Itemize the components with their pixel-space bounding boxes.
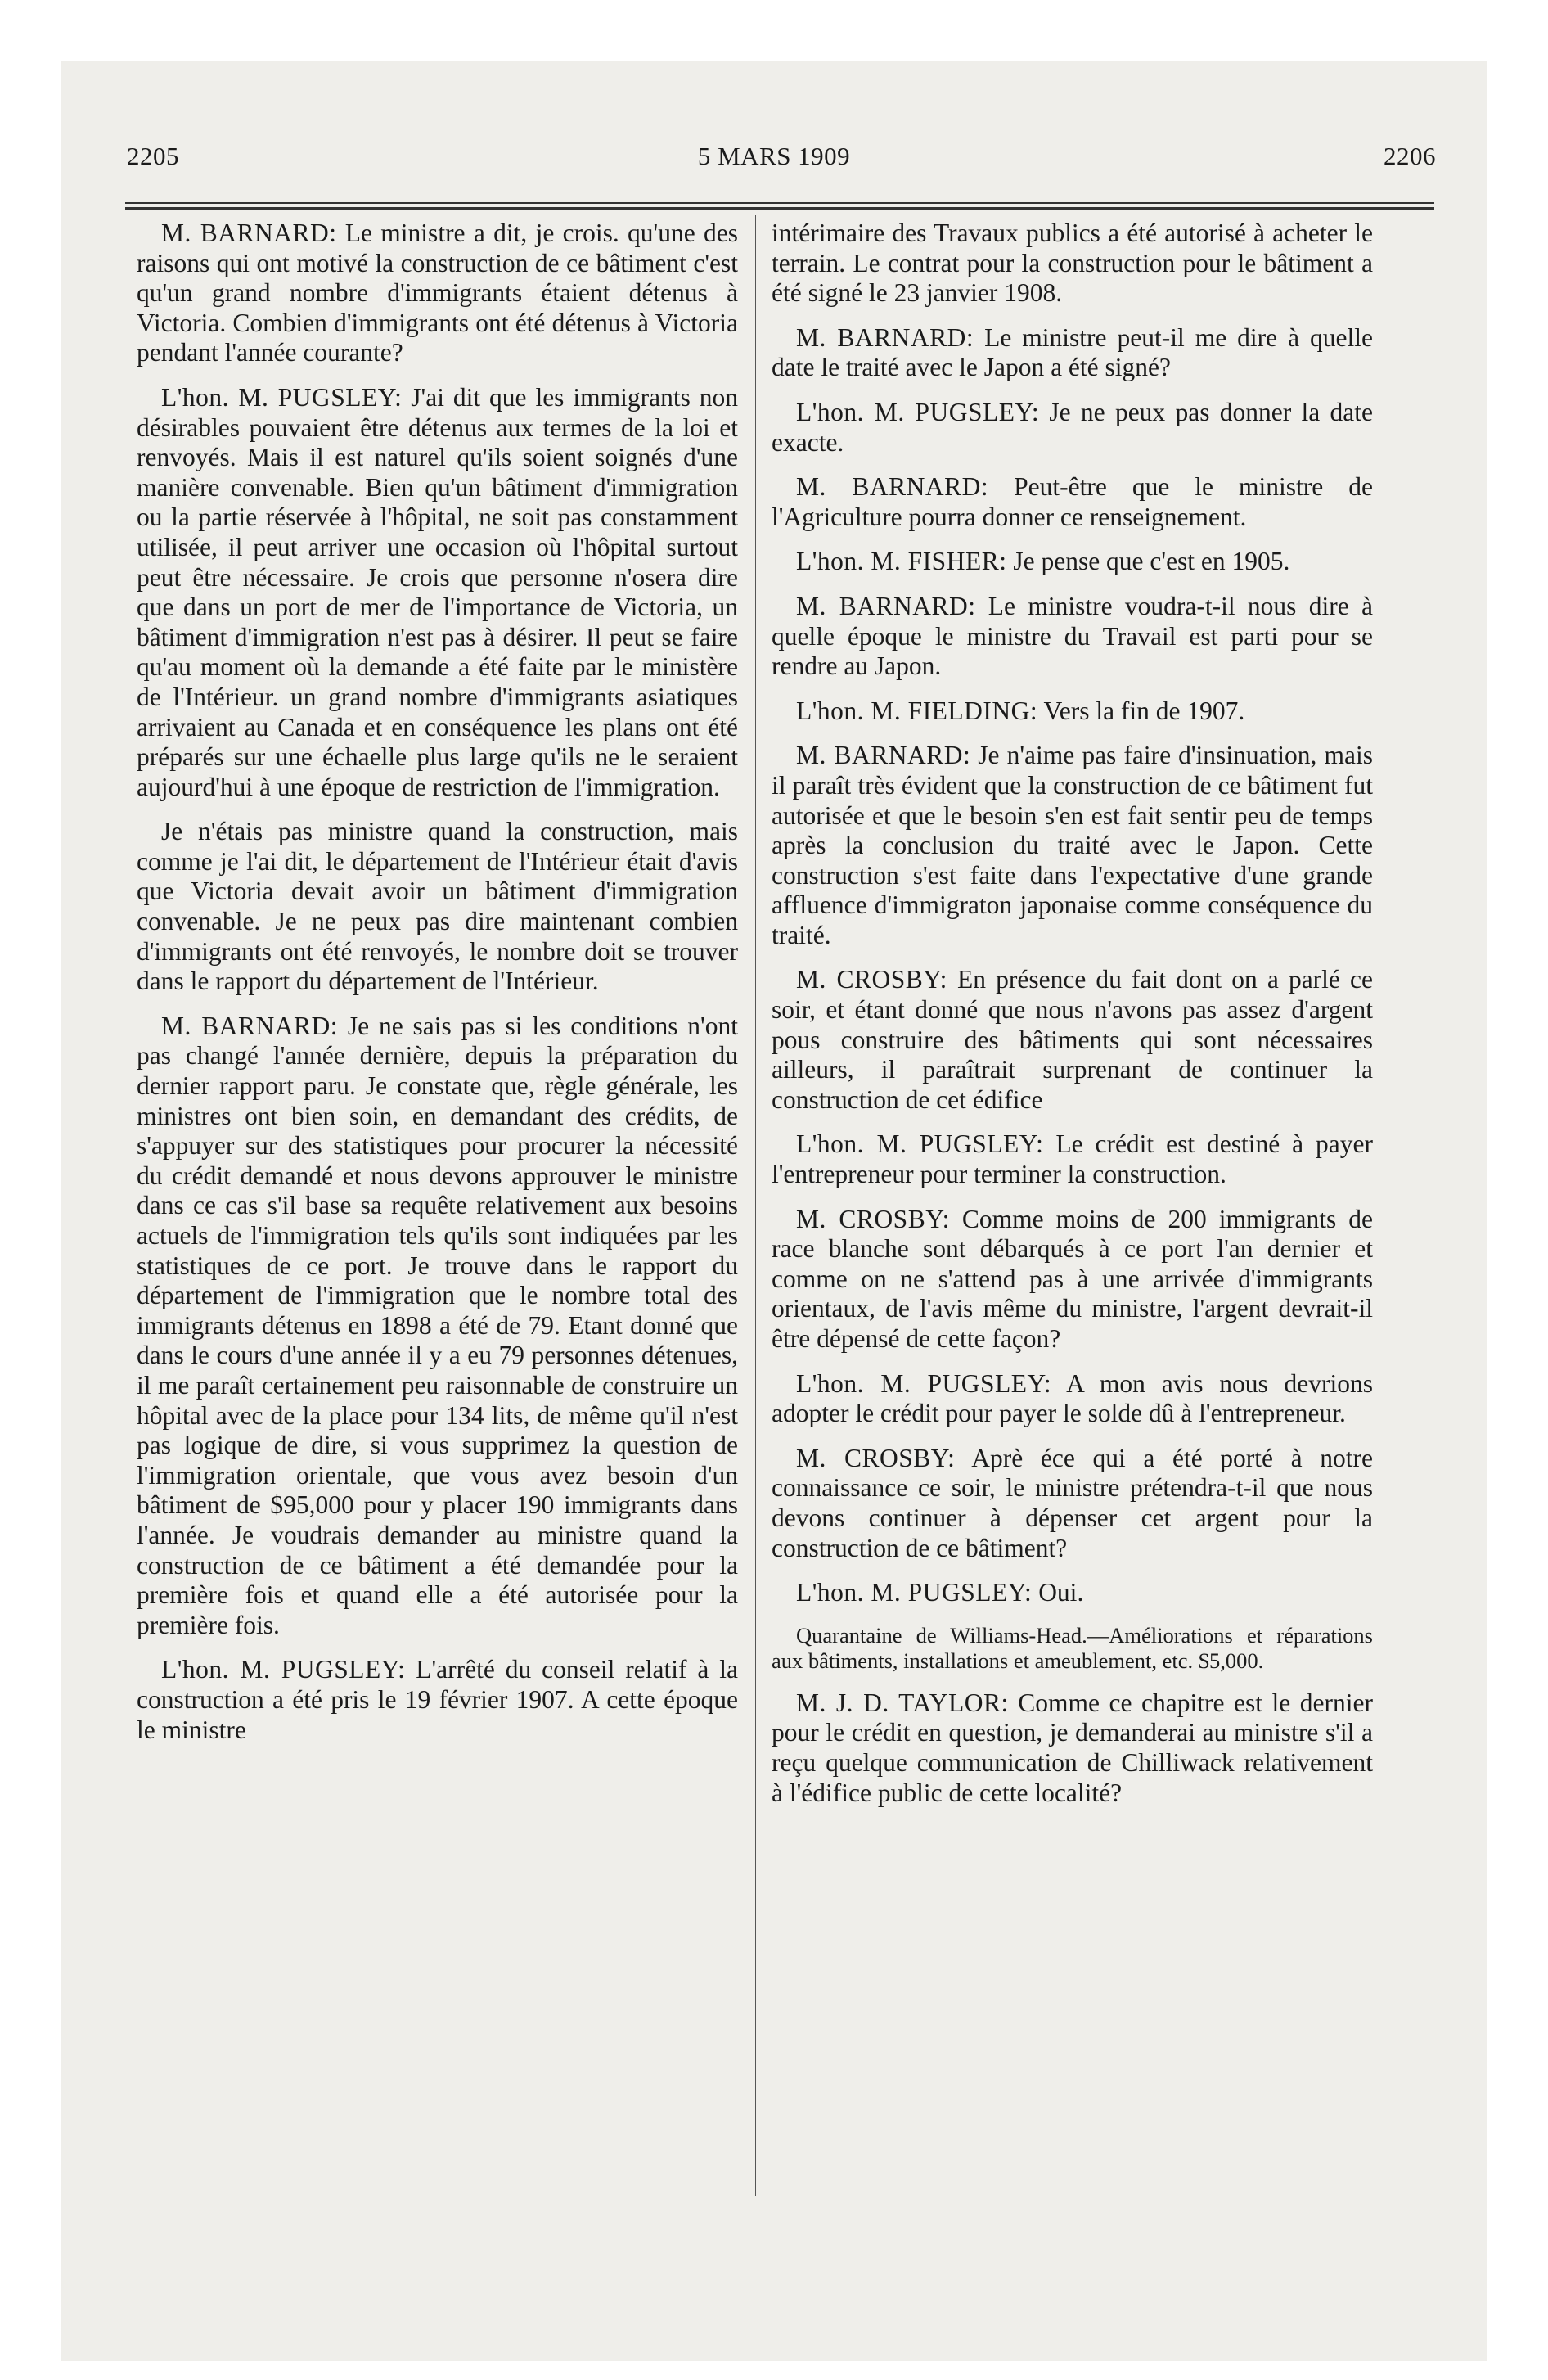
speaker-name: L'hon. M. PUGSLEY:: [796, 1578, 1033, 1607]
speaker-name: L'hon. M. PUGSLEY:: [796, 1129, 1044, 1159]
paragraph: [772, 1688, 1373, 1808]
page-number-right: 2206: [1384, 142, 1436, 170]
speaker-name: L'hon. M. PUGSLEY:: [796, 1368, 1052, 1398]
paragraph: [137, 1655, 738, 1745]
paragraph: [772, 1444, 1373, 1563]
paragraph-text: Peut-être que le ministre de l'Agriculture pourra donner ce renseignement.: [772, 472, 1373, 531]
right-column: [772, 219, 1373, 1823]
speaker-name: M. CROSBY:: [796, 965, 947, 994]
paragraph: [772, 1129, 1373, 1189]
speaker-name: M. BARNARD:: [161, 1011, 339, 1040]
paragraph: [137, 383, 738, 802]
header-rule: [125, 202, 1434, 204]
speaker-name: M. BARNARD:: [796, 472, 989, 502]
section-heading: [772, 1623, 1373, 1674]
document-page: [61, 61, 1487, 2361]
speaker-name: L'hon. M. PUGSLEY:: [161, 382, 403, 412]
paragraph: [772, 472, 1373, 532]
paragraph: [137, 1012, 738, 1640]
paragraph-text: intérimaire des Travaux publics a été autorisé à acheter le terrain. Le contrat pour la construction pour le bâtiment a été signé le 23 janvier 1908.: [772, 219, 1373, 308]
paragraph: [772, 1578, 1373, 1608]
speaker-name: M. CROSBY:: [796, 1204, 950, 1233]
paragraph-text: Je n'aime pas faire d'insinuation, mais il paraît très évident que la construction de ce bâtiment fut autorisée et que le besoin s'en est fait sentir peu de temps après la conclusion du traité avec le Japon. Cette construction s'est faite dans l'expectative d'une grande affluence d'immigraton japonaise comme conséquence du traité.: [772, 741, 1373, 949]
speaker-name: M. CROSBY:: [796, 1443, 956, 1472]
paragraph: [772, 323, 1373, 383]
speaker-name: M. J. D. TAYLOR:: [796, 1688, 1009, 1717]
paragraph-text: Quarantaine de Williams-Head.—Améliorations et réparations aux bâtiments, installations et ameublement, etc. $5,000.: [772, 1622, 1373, 1673]
page-number-left: 2205: [127, 142, 179, 170]
page-date: 5 MARS 1909: [697, 142, 851, 170]
paragraph: [772, 398, 1373, 458]
header-rule-thick: [125, 207, 1434, 210]
paragraph-text: Le ministre voudra-t-il nous dire à quelle époque le ministre du Travail est parti pour se rendre au Japon.: [772, 591, 1373, 681]
paragraph-text: Je ne peux pas donner la date exacte.: [772, 397, 1373, 457]
paragraph-text: Le ministre a dit, je crois. qu'une des raisons qui ont motivé la construction de ce bâtiment c'est qu'un grand nombre d'immigrants étaient détenus à Victoria. Combien d'immigrants ont été détenus à Victoria pendant l'année courante?: [137, 219, 738, 367]
paragraph: [137, 219, 738, 368]
paragraph-text: J'ai dit que les immigrants non désirables pouvaient être détenus aux termes de la loi et renvoyés. Mais il est naturel qu'ils soient soignés d'une manière convenable. Bien qu'un bâtiment d'immigration ou la partie réservée à l'hôpital, ne soit pas constamment utilisée, il peut arriver une occasion où l'hôpital surtout peut être nécessaire. Je crois que personne n'osera dire que dans un port de mer de l'importance de Victoria, un bâtiment d'immigration n'est pas à désirer. Il peut se faire qu'au moment où la demande a été faite par le ministère de l'Intérieur. un grand nombre d'immigrants asiatiques arrivaient au Canada et en conséquence les plans ont été préparés sur une échaelle plus large qu'ils ne le seraient aujourd'hui à une époque de restriction de l'immigration.: [137, 382, 738, 801]
paragraph: [772, 1369, 1373, 1429]
speaker-name: L'hon. M. PUGSLEY:: [161, 1655, 406, 1684]
paragraph-text: Le ministre peut-il me dire à quelle date le traité avec le Japon a été signé?: [772, 322, 1373, 382]
paragraph-text: Je pense que c'est en 1905.: [1006, 547, 1290, 576]
paragraph: [137, 817, 738, 997]
paragraph-text: L'arrêté du conseil relatif à la construction a été pris le 19 février 1907. A cette époque le ministre: [137, 1655, 738, 1744]
paragraph-text: Aprè éce qui a été porté à notre connaissance ce soir, le ministre prétendra-t-il que nous devons continuer à dépenser cet argent pour la construction de ce bâtiment?: [772, 1443, 1373, 1562]
left-column: [137, 219, 738, 1760]
paragraph-text: Le crédit est destiné à payer l'entrepreneur pour terminer la construction.: [772, 1129, 1374, 1189]
paragraph-text: Je n'étais pas ministre quand la construction, mais comme je l'ai dit, le département de l'Intérieur était d'avis que Victoria devait avoir un bâtiment d'immigration convenable. Je ne peux pas dire maintenant combien d'immigrants ont été renvoyés, le nombre doit se trouver dans le rapport du département de l'Intérieur.: [137, 817, 738, 996]
paragraph-text: Comme ce chapitre est le dernier pour le crédit en question, je demanderai au ministre s'il a reçu quelque communication de Chilliwack relativement à l'édifice public de cette localité?: [772, 1688, 1373, 1807]
paragraph: [772, 547, 1373, 577]
speaker-name: M. BARNARD:: [796, 322, 974, 352]
speaker-name: M. BARNARD:: [161, 219, 337, 247]
paragraph-text: Je ne sais pas si les conditions n'ont pas changé l'année dernière, depuis la préparation du dernier rapport paru. Je constate que, règle générale, les ministres ont bien soin, en demandant des crédits, de s'appuyer sur des statistiques pour procurer la nécessité du crédit demandé et nous devons approuver le ministre dans ce cas s'il base sa requête relativement aux besoins actuels de l'immigration tels qu'ils sont indiquées par les statistiques de ce port. Je trouve dans le rapport du département de l'immigration que le nombre total des immigrants détenus en 1898 a été de 79. Etant donné que dans le cours d'une année il y a eu 79 personnes détenues, il me paraît certainement peu raisonnable de construire un hôpital avec de la place pour 134 lits, de même qu'il n'est pas logique de dire, si vous supprimez la question de l'immigration orientale, que vous avez besoin d'un bâtiment de $95,000 pour y placer 190 immigrants dans l'année. Je voudrais demander au ministre quand la construction de ce bâtiment a été demandée pour la première fois et quand elle a été autorisée pour la première fois.: [137, 1011, 738, 1639]
paragraph-text: Comme moins de 200 immigrants de race blanche sont débarqués à ce port l'an dernier et comme on ne s'attend pas à une arrivée d'immigrants orientaux, de l'avis même du ministre, l'argent devrait-il être dépensé de cette façon?: [772, 1204, 1373, 1353]
paragraph-text: Vers la fin de 1907.: [1037, 696, 1245, 725]
column-divider: [755, 215, 756, 2196]
paragraph: [772, 741, 1373, 950]
paragraph: [772, 1205, 1373, 1355]
paragraph: [772, 219, 1373, 309]
paragraph: [772, 696, 1373, 727]
speaker-name: L'hon. M. FISHER:: [796, 547, 1007, 576]
paragraph-text: Oui.: [1032, 1578, 1084, 1607]
paragraph-text: A mon avis nous devrions adopter le crédit pour payer le solde dû à l'entrepreneur.: [772, 1368, 1373, 1428]
speaker-name: M. BARNARD:: [796, 741, 971, 770]
paragraph: [772, 592, 1373, 682]
paragraph-text: En présence du fait dont on a parlé ce soir, et étant donné que nous n'avons pas assez d'argent pous construire des bâtiments qui sont nécessaires ailleurs, il paraîtrait surprenant de continuer la construction de cet édifice: [772, 965, 1373, 1114]
speaker-name: L'hon. M. FIELDING:: [796, 696, 1038, 725]
paragraph: [772, 965, 1373, 1115]
speaker-name: L'hon. M. PUGSLEY:: [796, 397, 1040, 426]
speaker-name: M. BARNARD:: [796, 591, 976, 620]
